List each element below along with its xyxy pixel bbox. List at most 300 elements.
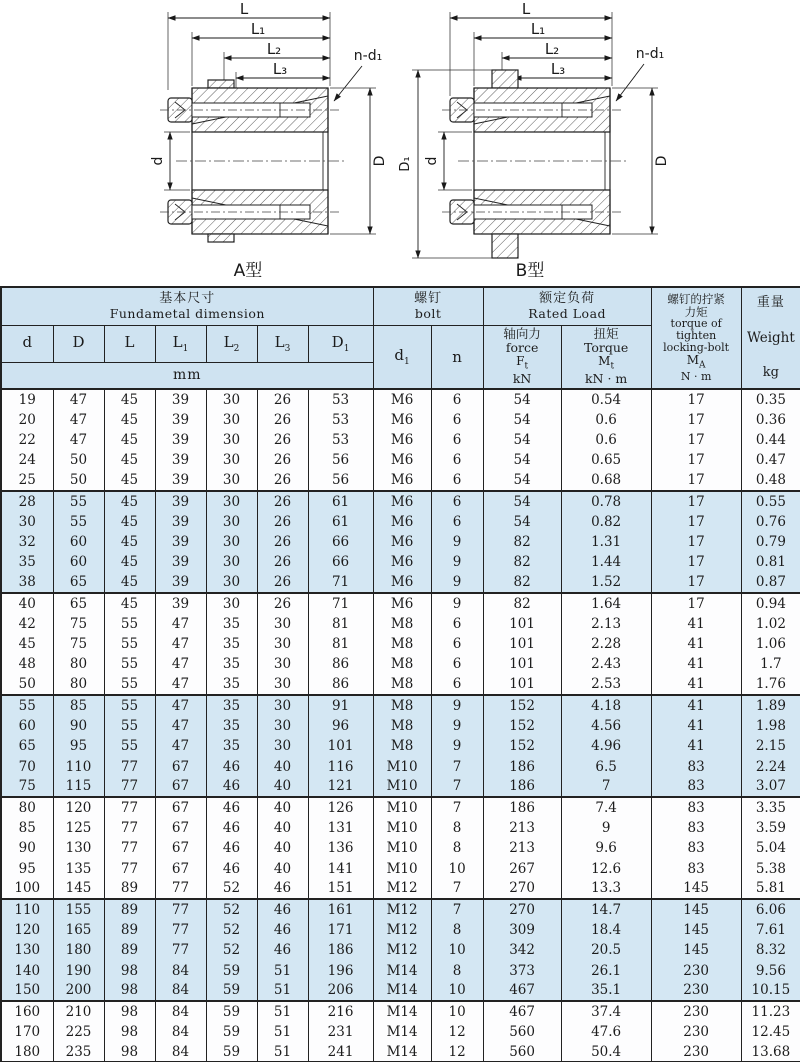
cell: 35 [206,613,257,633]
cell: M14 [373,1042,431,1062]
load-zh: 额定负荷 [539,290,596,306]
cell: 39 [155,450,206,470]
cell: 77 [104,858,155,878]
cell: 65 [53,593,104,613]
svg-text:D: D [372,155,388,167]
table-row [1,593,800,613]
cell: 2.24 [741,756,800,776]
cell: 55 [104,695,155,715]
cell: 39 [155,593,206,613]
col-L3: $L_3$ [257,325,308,362]
cell: 4.18 [561,695,651,715]
cell: 35 [206,695,257,715]
cell: 56 [308,450,373,470]
dim-label-L: L [239,0,249,18]
cell: 186 [483,756,561,776]
cell: 26 [257,532,308,552]
cell: 59 [206,1001,257,1021]
cell: 30 [206,430,257,450]
cell: 40 [257,818,308,838]
cell: 8 [431,818,483,838]
cell: 75 [53,634,104,654]
cell: 77 [104,756,155,776]
cell: 115 [53,777,104,797]
cell: 52 [206,940,257,960]
table-row [1,695,800,715]
table-row [1,654,800,674]
cell: M8 [373,634,431,654]
cell: 101 [483,675,561,695]
cell: 51 [257,1042,308,1062]
cell: 9 [431,573,483,593]
cell: 35 [206,675,257,695]
cell: 89 [104,879,155,899]
cell: 98 [104,960,155,980]
cell: 7 [431,777,483,797]
dim-label-L3: L₃ [550,60,566,78]
cell: 145 [651,899,741,919]
cell: 26 [257,491,308,511]
cell: 2.15 [741,736,800,756]
cell: 20.5 [561,940,651,960]
cell: 230 [651,1042,741,1062]
cell: 77 [155,899,206,919]
cell: 83 [651,756,741,776]
cell: 270 [483,879,561,899]
cell: M12 [373,899,431,919]
cell: 186 [308,940,373,960]
cell: 150 [1,981,53,1001]
cell: 7.4 [561,797,651,817]
cell: 467 [483,981,561,1001]
cell: 37.4 [561,1001,651,1021]
cell: 230 [651,960,741,980]
cell: 54 [483,389,561,409]
cell: 6 [431,654,483,674]
cell: 51 [257,960,308,980]
cell: 230 [651,1001,741,1021]
cell: M14 [373,960,431,980]
cell: 39 [155,389,206,409]
cell: 55 [104,716,155,736]
cell: 54 [483,450,561,470]
cell: 42 [1,613,53,633]
cell: 51 [257,1022,308,1042]
cell: 26 [257,471,308,491]
cell: 145 [53,879,104,899]
cell: 30 [257,716,308,736]
table-row [1,777,800,797]
cell: 4.56 [561,716,651,736]
cell: 10 [431,1001,483,1021]
mm-unit-row: mm [1,362,373,389]
cell: 3.07 [741,777,800,797]
cell: M14 [373,1022,431,1042]
cell: 39 [155,491,206,511]
table-row [1,899,800,919]
cell: 67 [155,818,206,838]
cell: 83 [651,777,741,797]
cell: 0.79 [741,532,800,552]
cell: 30 [206,471,257,491]
cell: 82 [483,552,561,572]
table-row [1,409,800,429]
cell: 30 [206,532,257,552]
cell: 26 [257,409,308,429]
cell: 12.45 [741,1022,800,1042]
cell: M12 [373,940,431,960]
svg-text:D₁: D₁ [398,156,413,172]
cell: 3.59 [741,818,800,838]
cell: 0.54 [561,389,651,409]
cell: 46 [257,879,308,899]
cell: 30 [257,675,308,695]
cell: 45 [104,593,155,613]
cell: 121 [308,777,373,797]
cell: 45 [104,409,155,429]
cell: M6 [373,573,431,593]
cell: 0.87 [741,573,800,593]
cell: 17 [651,552,741,572]
cell: 152 [483,716,561,736]
cell: 30 [257,736,308,756]
col-L: L [104,325,155,362]
cell: 9.56 [741,960,800,980]
cell: 98 [104,981,155,1001]
cell: 230 [651,1022,741,1042]
cell: 7 [431,879,483,899]
cell: 45 [104,552,155,572]
cell: 26 [257,593,308,613]
cell: 77 [104,777,155,797]
cell: 0.81 [741,552,800,572]
cell: 0.36 [741,409,800,429]
cell: M6 [373,511,431,531]
table-row [1,511,800,531]
cell: 80 [53,654,104,674]
cell: 170 [1,1022,53,1042]
cell: 30 [206,389,257,409]
cell: 30 [257,654,308,674]
cell: 7.61 [741,920,800,940]
cell: 47 [155,695,206,715]
cell: 2.28 [561,634,651,654]
cell: 0.48 [741,471,800,491]
cell: 26 [257,573,308,593]
cell: 309 [483,920,561,940]
cell: 213 [483,838,561,858]
cell: M8 [373,736,431,756]
cell: 26 [257,389,308,409]
cell: 1.44 [561,552,651,572]
cell: 89 [104,940,155,960]
caption-type-a: A型 [233,261,263,281]
cell: 39 [155,573,206,593]
cell: M10 [373,818,431,838]
cell: 98 [104,1042,155,1062]
cell: 47 [155,654,206,674]
cell: M6 [373,552,431,572]
cell: 39 [155,532,206,552]
cell: 17 [651,511,741,531]
cell: 67 [155,838,206,858]
cell: M10 [373,858,431,878]
cell: 45 [1,634,53,654]
cell: 54 [483,409,561,429]
cell: 35 [206,716,257,736]
cell: 8 [431,920,483,940]
part-body [474,70,610,258]
cell: 50 [53,471,104,491]
cell: 45 [104,511,155,531]
cell: 95 [53,736,104,756]
cell: 12.6 [561,858,651,878]
cell: 6 [431,430,483,450]
cell: 40 [257,838,308,858]
cell: 59 [206,1022,257,1042]
cell: 46 [257,920,308,940]
cell: 10 [431,981,483,1001]
cell: 55 [53,511,104,531]
cell: 67 [155,858,206,878]
cell: 24 [1,450,53,470]
table-row [1,471,800,491]
cell: 155 [53,899,104,919]
cell: 6 [431,491,483,511]
cell: 152 [483,695,561,715]
callout-leader [616,64,644,101]
cell: 7 [431,899,483,919]
cell: 6 [431,511,483,531]
cell: 101 [483,634,561,654]
cell: 51 [257,981,308,1001]
cell: 83 [651,818,741,838]
cell: 52 [206,899,257,919]
cell: 85 [1,818,53,838]
cell: 131 [308,818,373,838]
cell: 47 [155,675,206,695]
cell: M8 [373,654,431,674]
cell: 19 [1,389,53,409]
cell: 77 [104,838,155,858]
cell: 45 [104,573,155,593]
cell: 180 [1,1042,53,1062]
cell: 47 [155,716,206,736]
cell: 55 [53,491,104,511]
cell: 140 [1,960,53,980]
cell: 96 [308,716,373,736]
cell: 152 [483,736,561,756]
cell: 25 [1,471,53,491]
table-row [1,736,800,756]
cell: 59 [206,960,257,980]
cell: 47 [53,430,104,450]
table-row [1,1022,800,1042]
table-row [1,756,800,776]
cell: 66 [308,532,373,552]
weight-header: 重量 Weight kg [741,287,800,389]
cell: M12 [373,920,431,940]
cell: 77 [155,920,206,940]
cell: 17 [651,450,741,470]
table-row [1,879,800,899]
cell: 83 [651,838,741,858]
cell: 17 [651,389,741,409]
cell: 206 [308,981,373,1001]
cell: 130 [1,940,53,960]
cell: 52 [206,920,257,940]
cell: 216 [308,1001,373,1021]
cell: M10 [373,756,431,776]
cell: 0.35 [741,389,800,409]
cell: 75 [1,777,53,797]
cell: 40 [257,756,308,776]
cell: M6 [373,430,431,450]
cell: 30 [206,573,257,593]
cell: 46 [206,838,257,858]
cell: 39 [155,552,206,572]
cell: 55 [104,736,155,756]
cell: 9 [431,593,483,613]
cell: 17 [651,532,741,552]
cell: 9 [431,736,483,756]
cell: 101 [483,613,561,633]
cell: 373 [483,960,561,980]
cell: 7 [561,777,651,797]
cell: 12 [431,1042,483,1062]
cell: 136 [308,838,373,858]
cell: 1.52 [561,573,651,593]
cell: 35.1 [561,981,651,1001]
cell: M6 [373,532,431,552]
cell: 1.31 [561,532,651,552]
cell: 9 [431,552,483,572]
cell: 26 [257,450,308,470]
cell: 241 [308,1042,373,1062]
bolt-en: bolt [414,305,442,321]
bolt-callout-label: n-d₁ [635,46,665,62]
cell: 0.65 [561,450,651,470]
cell: 0.78 [561,491,651,511]
cell: 160 [1,1001,53,1021]
dim-label-L1: L₁ [250,20,266,38]
cell: 41 [651,736,741,756]
cell: 116 [308,756,373,776]
cell: 82 [483,593,561,613]
table-header [1,287,800,389]
cell: M6 [373,450,431,470]
cell: 0.6 [561,409,651,429]
table-row [1,613,800,633]
cell: 165 [53,920,104,940]
cell: 17 [651,573,741,593]
cell: 26 [257,552,308,572]
cell: 81 [308,634,373,654]
table-row [1,573,800,593]
cell: 20 [1,409,53,429]
cell: 51 [257,1001,308,1021]
cell: 0.68 [561,471,651,491]
cell: 126 [308,797,373,817]
cell: 14.7 [561,899,651,919]
cell: 180 [53,940,104,960]
cell: 45 [104,389,155,409]
cell: 47 [155,613,206,633]
cell: 17 [651,409,741,429]
cell: 46 [257,940,308,960]
cell: 10 [431,858,483,878]
cell: 35 [206,736,257,756]
cell: 77 [155,940,206,960]
cell: 39 [155,471,206,491]
cell: 145 [651,879,741,899]
cell: 1.06 [741,634,800,654]
cell: 2.43 [561,654,651,674]
cell: 231 [308,1022,373,1042]
table-row [1,797,800,817]
cell: 48 [1,654,53,674]
cell: 9 [431,532,483,552]
cell: 9.6 [561,838,651,858]
cell: 84 [155,981,206,1001]
cell: 5.04 [741,838,800,858]
cell: 50 [53,450,104,470]
dim-label-L3: L₃ [272,60,288,78]
cell: 9 [431,695,483,715]
cell: 40 [257,777,308,797]
cell: 45 [104,471,155,491]
cell: 98 [104,1001,155,1021]
cell: 55 [104,613,155,633]
cell: 9 [431,716,483,736]
col-bolt-n: n [431,325,483,389]
cell: M6 [373,491,431,511]
cell: 85 [53,695,104,715]
cell: 342 [483,940,561,960]
table-row [1,818,800,838]
cell: 39 [155,511,206,531]
cell: 30 [257,634,308,654]
cell: 101 [308,736,373,756]
cell: 6 [431,409,483,429]
bolt-zh: 螺钉 [414,290,443,306]
cell: 67 [155,797,206,817]
svg-text:D: D [654,155,670,167]
cell: 145 [651,940,741,960]
cell: 89 [104,899,155,919]
cell: 70 [1,756,53,776]
cell: 225 [53,1022,104,1042]
cell: 1.98 [741,716,800,736]
cell: 17 [651,491,741,511]
cell: 35 [1,552,53,572]
table-row [1,389,800,409]
cell: 90 [53,716,104,736]
cell: 5.38 [741,858,800,878]
cell: 12 [431,1022,483,1042]
cell: 200 [53,981,104,1001]
table-row [1,981,800,1001]
cell: 89 [104,920,155,940]
cell: 30 [206,450,257,470]
col-L1: $L_1$ [155,325,206,362]
cell: 28 [1,491,53,511]
cell: 41 [651,716,741,736]
cell: 41 [651,654,741,674]
cell: 210 [53,1001,104,1021]
cell: 161 [308,899,373,919]
table-row [1,940,800,960]
